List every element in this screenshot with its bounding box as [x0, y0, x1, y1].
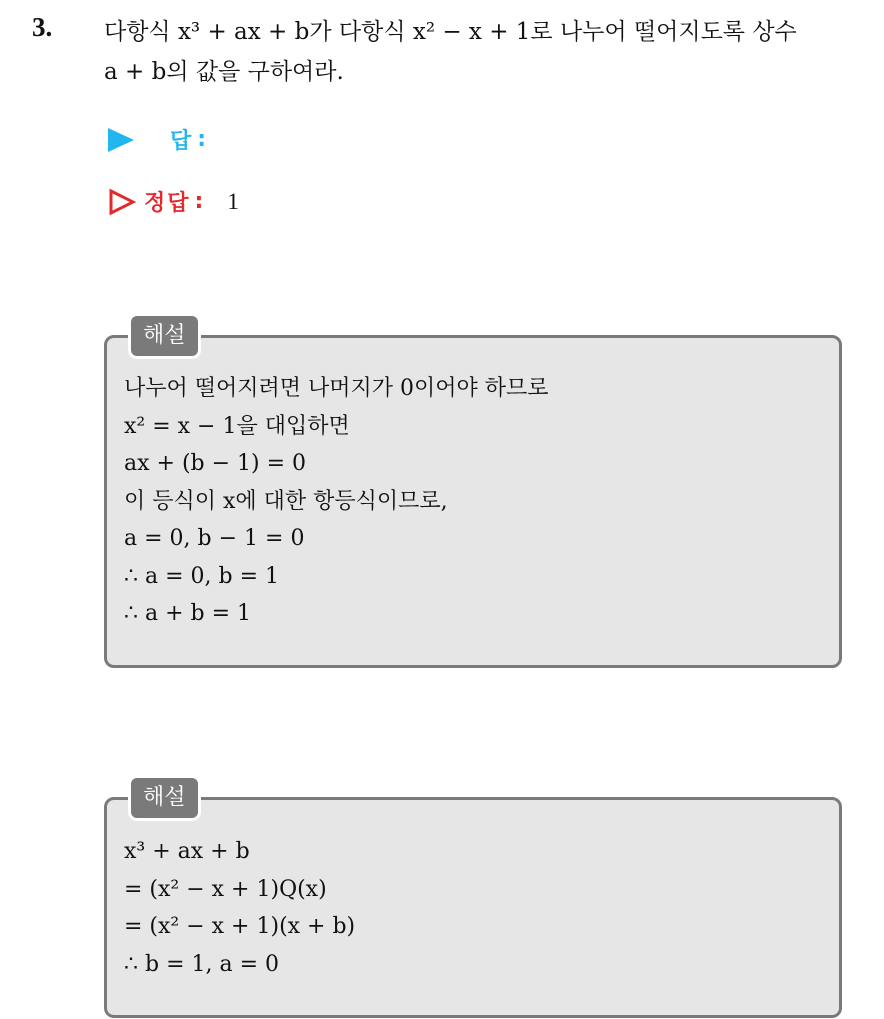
answer-blank-row — [108, 124, 206, 155]
solution-1-line-2: x² = x − 1을 대입하면 — [124, 413, 350, 439]
correct-answer-value: 1 — [227, 188, 239, 214]
solution-2-line-1: x³ + ax + b — [124, 839, 250, 864]
question-line-2: a + b의 값을 구하여라. — [104, 59, 344, 85]
solution-tag-2: 해설 — [128, 775, 201, 821]
solution-1-line-3: ax + (b − 1) = 0 — [124, 451, 307, 476]
question-text — [104, 12, 869, 92]
solution-1-line-6: ∴ a = 0, b = 1 — [124, 563, 280, 589]
correct-answer-row — [108, 186, 239, 217]
solution-1-line-7: ∴ a + b = 1 — [124, 601, 252, 626]
solution-2-line-3: = (x² − x + 1)(x + b) — [124, 914, 356, 939]
play-triangle-outline-icon — [108, 188, 136, 216]
question-number: 3. — [32, 12, 53, 42]
solution-body-1 — [124, 370, 549, 633]
answer-colon: : — [197, 127, 207, 152]
solution-1-line-5: a = 0, b − 1 = 0 — [124, 526, 305, 551]
play-triangle-filled-icon — [108, 128, 134, 152]
solution-tag-1: 해설 — [128, 313, 201, 359]
correct-answer-colon: : — [194, 189, 204, 214]
solution-1-line-1: 나누어 떨어지려면 나머지가 0이어야 하므로 — [124, 376, 549, 401]
solution-2-line-2: = (x² − x + 1)Q(x) — [124, 876, 327, 902]
solution-2-line-4: ∴ b = 1, a = 0 — [124, 951, 280, 977]
solution-1-line-4: 이 등식이 x에 대한 항등식이므로, — [124, 488, 448, 514]
answer-label: 답 — [170, 129, 194, 154]
question-line-1: 다항식 x³ + ax + b가 다항식 x² − x + 1로 나누어 떨어지도록 상수 — [104, 19, 797, 45]
correct-answer-label: 정답 — [144, 191, 191, 216]
solution-body-2 — [124, 833, 355, 983]
